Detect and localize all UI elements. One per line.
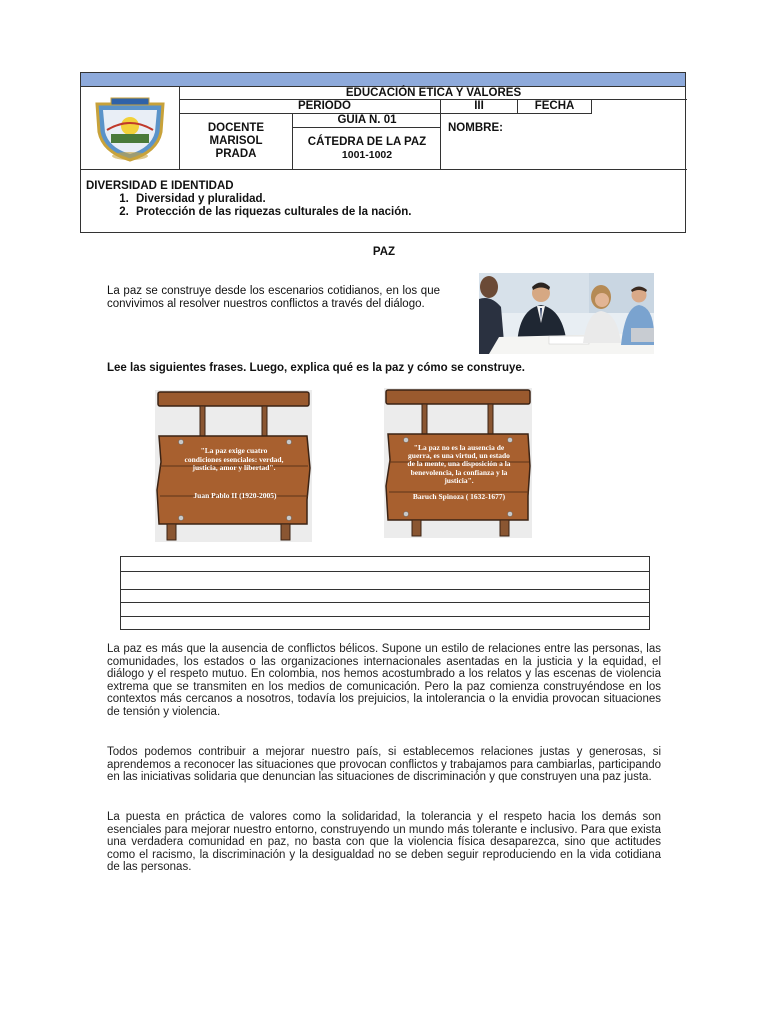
- body-paragraph-3: La puesta en práctica de valores como la solidaridad, la tolerancia y el respeto hacia los demás son esenciales para mejorar nuestro entorno, construyendo un mundo más tolerante e inclusivo. Para que exista una verdadera comunidad en paz, no basta con que la violencia física desaparezca, sino que actitudes como el racismo, la discriminación y la desigualdad no se deben seguir reproduciendo en la vida cotidiana de las personas.: [107, 811, 661, 874]
- body-paragraph-1: La paz es más que la ausencia de conflictos bélicos. Supone un estilo de relaciones entre las personas, las comunidades, los estados o las organizaciones internacionales asentadas en la justicia y la equidad, el diálogo y el respeto mutuo. En colombia, nos hemos acostumbrado a los relatos y las escenas de violencia extrema que se transmiten en los medios de comunicación. Pero la paz comienza construyéndose en los contextos más cercanos a nosotros, todavía los prejuicios, la intolerancia o la envidia provocan situaciones de tensión y violencia.: [107, 643, 661, 718]
- nombre-label: NOMBRE:: [448, 122, 503, 134]
- answer-line: [121, 616, 649, 617]
- school-crest-logo: [81, 86, 179, 169]
- grupos: 1001-1002: [341, 148, 393, 161]
- topics-title: DIVERSIDAD E IDENTIDAD: [86, 180, 234, 192]
- docente-label: DOCENTE: [207, 122, 265, 134]
- docente-name-last: PRADA: [215, 148, 257, 160]
- quote-2-text: "La paz no es la ausencia de guerra, es una virtud, un estado de la mente, una disposición a la benevolencia, la confianza y la justicia".: [407, 443, 511, 485]
- topic-item: 1. Diversidad y pluralidad.: [132, 193, 411, 206]
- subject-title: EDUCACIÓN ETICA Y VALORES: [345, 86, 522, 99]
- instruction-text: Lee las siguientes frases. Luego, explica qué es la paz y cómo se construye.: [107, 362, 525, 374]
- answer-table: [120, 556, 650, 630]
- topic-item: 2. Protección de las riquezas culturales de la nación.: [132, 206, 411, 219]
- school-logo-cell: [81, 86, 180, 169]
- body-paragraph-2: Todos podemos contribuir a mejorar nuestro país, si establecemos relaciones justas y generosas, si aprendemos a reconocer las situaciones que provocan conflictos y trabajamos para cambiarlas, participando en las iniciativas solidaria que denuncian las situaciones de discriminación y que construyen una paz justa.: [107, 746, 661, 784]
- header-top-bar: [81, 73, 685, 87]
- docente-cell: [180, 114, 292, 169]
- answer-line: [121, 571, 649, 572]
- answer-line: [121, 589, 649, 590]
- quote-1-text: "La paz exige cuatro condiciones esenciales: verdad, justicia, amor y libertad".: [184, 446, 284, 472]
- quote-1-author: Juan Pablo II (1920-2005): [193, 491, 277, 500]
- fecha-label: FECHA: [534, 100, 575, 112]
- topics-list: [86, 193, 411, 219]
- quote-sign-2: [384, 388, 532, 538]
- intro-paragraph: La paz se construye desde los escenarios cotidianos, en los que convivimos al resolver nuestros conflictos a través del diálogo.: [107, 285, 440, 310]
- periodo-label: PERIODO: [297, 100, 352, 112]
- catedra-cell: [293, 128, 441, 169]
- topics-block: [86, 180, 411, 219]
- section-title: PAZ: [372, 246, 396, 258]
- meeting-photo: [479, 273, 654, 354]
- periodo-value: III: [474, 100, 484, 112]
- guia-number: GUIA N. 01: [337, 114, 397, 126]
- catedra-title: CÁTEDRA DE LA PAZ: [307, 135, 427, 148]
- docente-name-first: MARISOL: [209, 135, 263, 147]
- answer-line: [121, 602, 649, 603]
- quote-sign-1: [155, 390, 312, 542]
- quote-2-author: Baruch Spinoza ( 1632-1677): [412, 492, 506, 501]
